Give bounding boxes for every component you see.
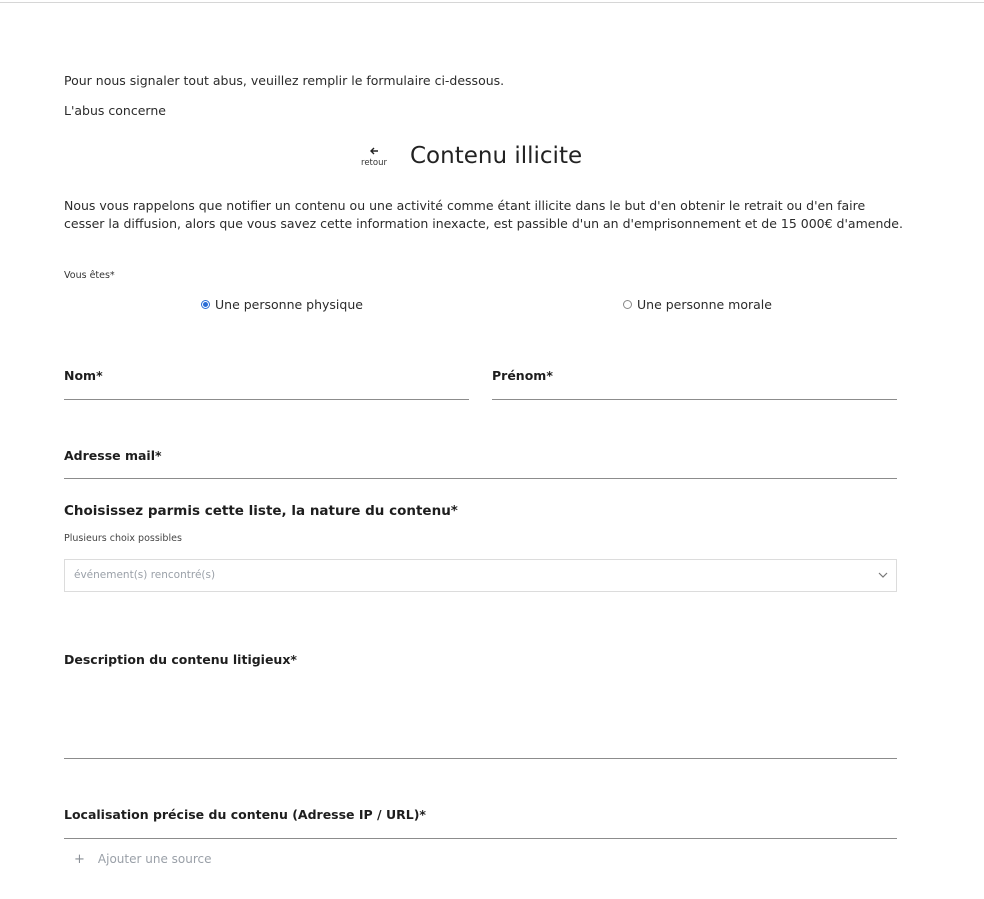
radio-unchecked-icon[interactable] xyxy=(623,300,632,309)
content-nature-select[interactable] xyxy=(64,559,897,592)
description-underline xyxy=(64,758,897,759)
content-nature-hint: Plusieurs choix possibles xyxy=(64,533,182,544)
page-title: Contenu illicite xyxy=(410,143,583,169)
chevron-down-icon xyxy=(878,570,888,580)
localisation-field[interactable] xyxy=(64,821,896,837)
localisation-label: Localisation précise du contenu (Adresse IP / URL)* xyxy=(64,807,426,822)
back-button[interactable] xyxy=(358,146,390,168)
top-divider xyxy=(0,2,984,3)
content-nature-title: Choisissez parmis cette liste, la nature du contenu* xyxy=(64,503,458,519)
plus-icon: + xyxy=(74,851,85,867)
abuse-concerns-label: L'abus concerne xyxy=(64,103,166,118)
radio-personne-morale[interactable] xyxy=(623,297,772,312)
legal-warning: Nous vous rappelons que notifier un contenu ou une activité comme étant illicite dans le but d'en obtenir le retrait ou d'en faire cesser la diffusion, alors que vous savez cette information inexacte, est passible d'un an d'emprisonnement et de 15 000€ d'amende. xyxy=(64,198,903,231)
radio-checked-icon[interactable] xyxy=(201,300,210,309)
email-label: Adresse mail* xyxy=(64,448,162,463)
nom-underline xyxy=(64,399,469,400)
prenom-underline xyxy=(492,399,897,400)
email-underline xyxy=(64,478,897,479)
identity-label: Vous êtes* xyxy=(64,270,115,281)
arrow-left-icon xyxy=(358,146,390,157)
nom-field[interactable] xyxy=(64,382,468,398)
email-field[interactable] xyxy=(64,461,896,477)
radio-label-morale: Une personne morale xyxy=(637,297,772,312)
nom-label: Nom* xyxy=(64,368,103,383)
description-label: Description du contenu litigieux* xyxy=(64,652,297,667)
intro-text: Pour nous signaler tout abus, veuillez remplir le formulaire ci-dessous. xyxy=(64,73,505,88)
radio-personne-physique[interactable] xyxy=(201,297,363,312)
radio-label-physique: Une personne physique xyxy=(215,297,363,312)
prenom-field[interactable] xyxy=(492,382,896,398)
prenom-label: Prénom* xyxy=(492,368,553,383)
description-field[interactable] xyxy=(64,672,896,754)
localisation-underline xyxy=(64,838,897,839)
add-source-button[interactable] xyxy=(74,852,212,866)
add-source-label: Ajouter une source xyxy=(97,852,212,866)
back-label: retour xyxy=(361,158,387,168)
select-placeholder: événement(s) rencontré(s) xyxy=(74,569,216,581)
